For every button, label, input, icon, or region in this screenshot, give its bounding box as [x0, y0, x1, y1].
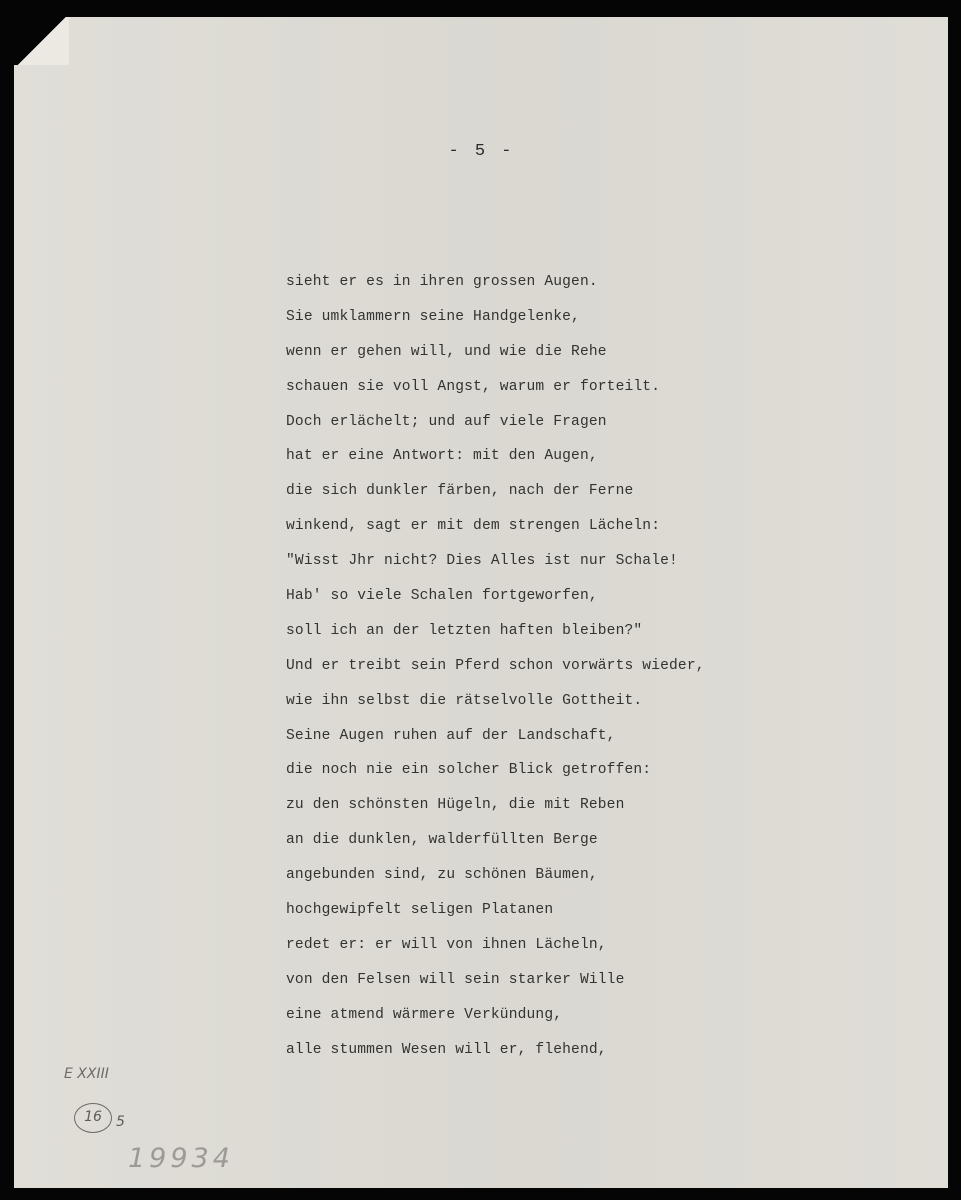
poem-line: alle stummen Wesen will er, flehend,	[286, 1041, 607, 1058]
poem-line: Sie umklammern seine Handgelenke,	[286, 308, 580, 325]
poem-line: die sich dunkler färben, nach der Ferne	[286, 483, 634, 500]
poem-line: sieht er es in ihren grossen Augen.	[286, 274, 598, 290]
folio-subnumber: 5	[116, 1114, 125, 1130]
archive-mark: E XXIII	[64, 1066, 109, 1082]
poem-line: von den Felsen will sein starker Wille	[286, 971, 625, 988]
poem-line: Seine Augen ruhen auf der Landschaft,	[286, 727, 616, 744]
poem-line: an die dunklen, walderfüllten Berge	[286, 832, 598, 849]
poem-line: zu den schönsten Hügeln, die mit Reben	[286, 797, 625, 814]
poem-line: schauen sie voll Angst, warum er forteilt.	[286, 378, 661, 395]
poem-text	[286, 265, 906, 1067]
poem-line: hochgewipfelt seligen Platanen	[286, 902, 554, 919]
poem-line: Doch erlächelt; und auf viele Fragen	[286, 413, 607, 430]
poem-line: angebunden sind, zu schönen Bäumen,	[286, 867, 598, 884]
poem-line: wie ihn selbst die rätselvolle Gottheit.	[286, 692, 643, 709]
poem-line: die noch nie ein solcher Blick getroffen:	[286, 762, 652, 779]
folio-number-circled: 16	[74, 1103, 112, 1133]
poem-line: Und er treibt sein Pferd schon vorwärts wieder,	[286, 657, 705, 674]
poem-line: eine atmend wärmere Verkündung,	[286, 1006, 563, 1023]
inventory-number: 19934	[128, 1143, 234, 1174]
poem-line: hat er eine Antwort: mit den Augen,	[286, 448, 598, 465]
poem-line: redet er: er will von ihnen Lächeln,	[286, 936, 607, 953]
folded-corner	[14, 17, 69, 65]
poem-line: wenn er gehen will, und wie die Rehe	[286, 343, 607, 360]
poem-line: "Wisst Jhr nicht? Dies Alles ist nur Schale!	[286, 553, 678, 570]
poem-line: Hab' so viele Schalen fortgeworfen,	[286, 588, 598, 605]
poem-line: soll ich an der letzten haften bleiben?"	[286, 622, 643, 639]
poem-line: winkend, sagt er mit dem strengen Lächeln:	[286, 518, 661, 535]
page-number: - 5 -	[448, 142, 513, 161]
